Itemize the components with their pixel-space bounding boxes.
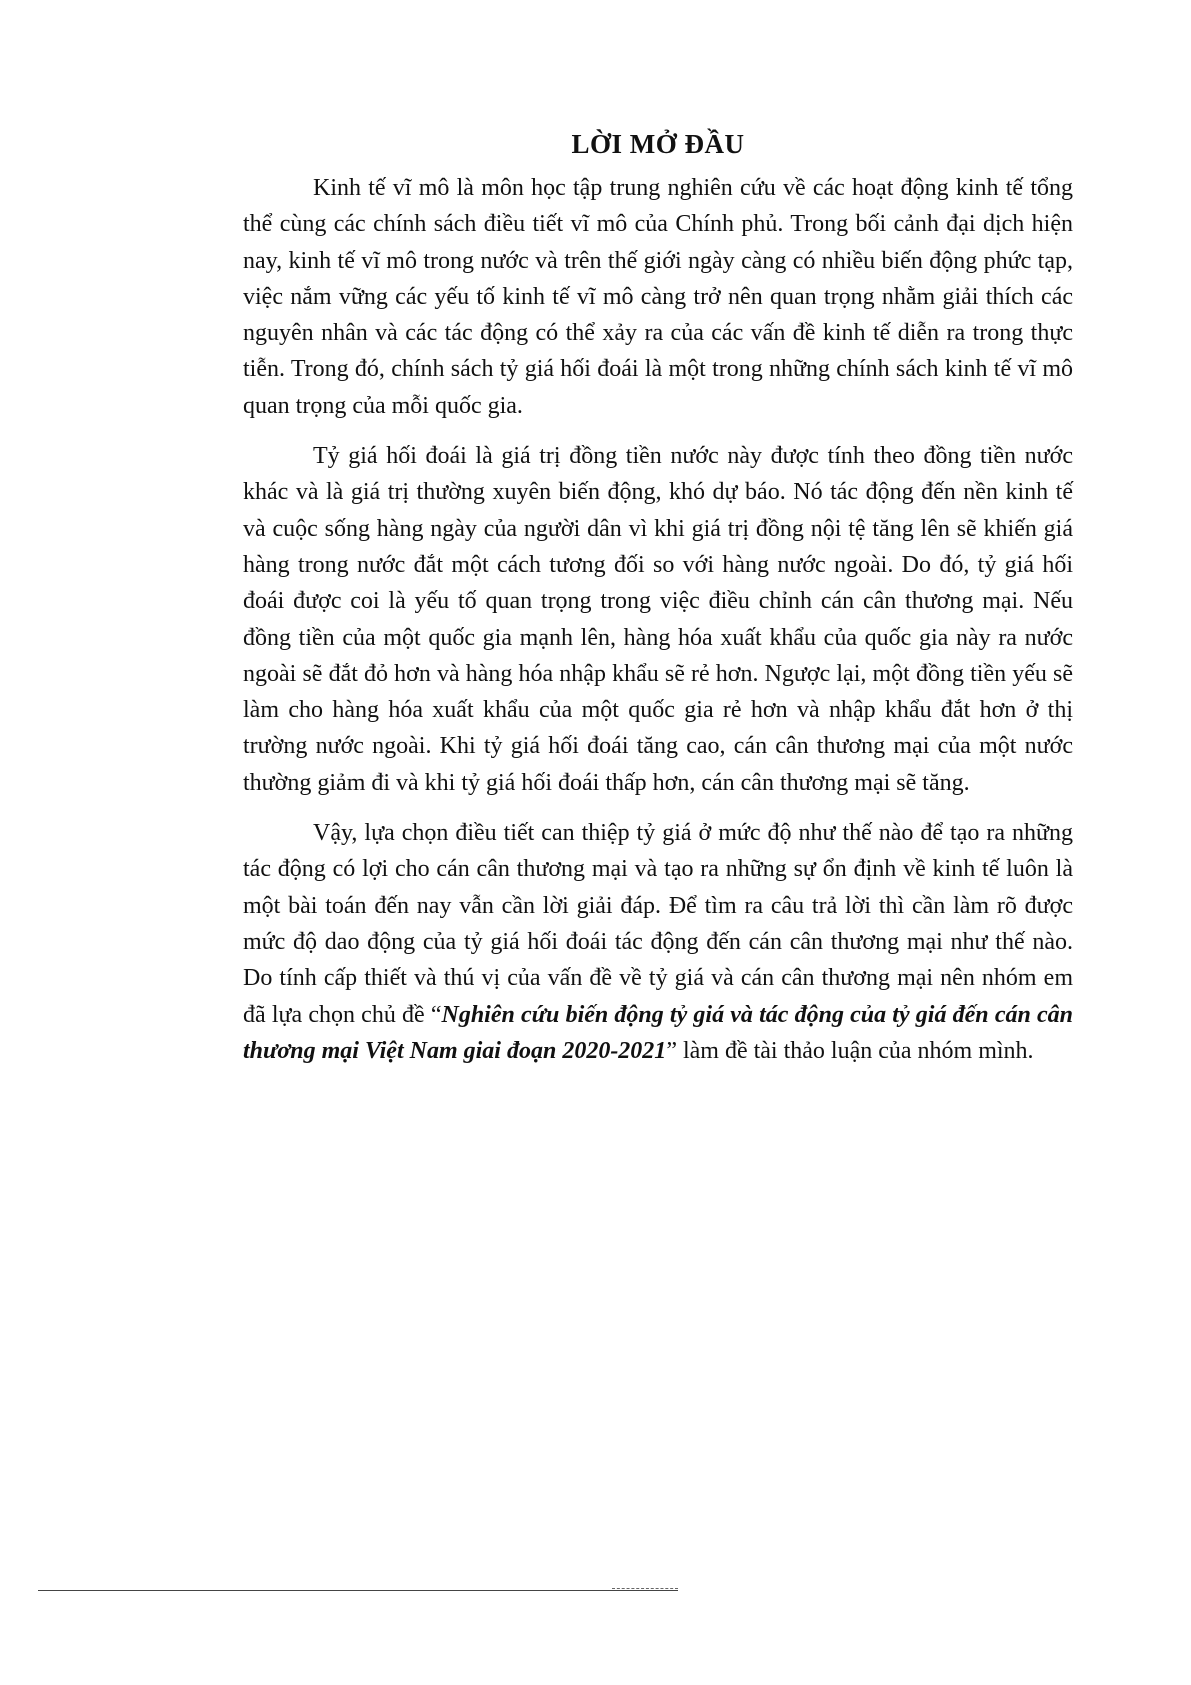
topic-text-after: ” làm đề tài thảo luận của nhóm mình. — [666, 1037, 1034, 1064]
paragraph-exchange-rate: Tỷ giá hối đoái là giá trị đồng tiền nước này được tính theo đồng tiền nước khác và là giá trị thường xuyên biến động, khó dự báo. Nó tác động đến nền kinh tế và cuộc sống hàng ngày của người dân vì khi giá trị đồng nội tệ tăng lên sẽ khiến giá hàng trong nước đắt một cách tương đối so với hàng nước ngoài. Do đó, tỷ giá hối đoái được coi là yếu tố quan trọng trong việc điều chỉnh cán cân thương mại. Nếu đồng tiền của một quốc gia mạnh lên, hàng hóa xuất khẩu của quốc gia này ra nước ngoài sẽ đắt đỏ hơn và hàng hóa nhập khẩu sẽ rẻ hơn. Ngược lại, một đồng tiền yếu sẽ làm cho hàng hóa xuất khẩu của một quốc gia rẻ hơn và nhập khẩu đắt hơn ở thị trường nước ngoài. Khi tỷ giá hối đoái tăng cao, cán cân thương mại của một nước thường giảm đi và khi tỷ giá hối đoái thấp hơn, cán cân thương mại sẽ tăng. — [243, 443, 1073, 796]
page-title: LỜI MỞ ĐẦU — [571, 129, 745, 159]
document-body — [243, 128, 1073, 1083]
footer-rule-tail — [612, 1588, 678, 1589]
footer-rule — [38, 1590, 678, 1591]
topic-text-before: Vậy, lựa chọn điều tiết can thiệp tỷ giá ở mức độ như thế nào để tạo ra những tác động có lợi cho cán cân thương mại và tạo ra những sự ổn định về kinh tế luôn là một bài toán đến nay vẫn cần lời giải đáp. Để tìm ra câu trả lời thì cần làm rõ được mức độ dao động của tỷ giá hối đoái tác động đến cán cân thương mại như thế nào. Do tính cấp thiết và thú vị của vấn đề về tỷ giá và cán cân thương mại nên nhóm em đã lựa chọn chủ đề “ — [243, 820, 1073, 1028]
paragraph-intro: Kinh tế vĩ mô là môn học tập trung nghiên cứu về các hoạt động kinh tế tổng thể cùng các chính sách điều tiết vĩ mô của Chính phủ. Trong bối cảnh đại dịch hiện nay, kinh tế vĩ mô trong nước và trên thế giới ngày càng có nhiều biến động phức tạp, việc nắm vững các yếu tố kinh tế vĩ mô càng trở nên quan trọng nhằm giải thích các nguyên nhân và các tác động có thể xảy ra của các vấn đề kinh tế diễn ra trong thực tiễn. Trong đó, chính sách tỷ giá hối đoái là một trong những chính sách kinh tế vĩ mô quan trọng của mỗi quốc gia. — [243, 175, 1073, 419]
paragraph-topic — [243, 815, 1073, 1069]
topic-title-emphasis: Nghiên cứu biến động tỷ giá và tác động của tỷ giá đến cán cân thương mại Việt Nam giai đoạn 2020-2021 — [243, 1001, 1073, 1064]
